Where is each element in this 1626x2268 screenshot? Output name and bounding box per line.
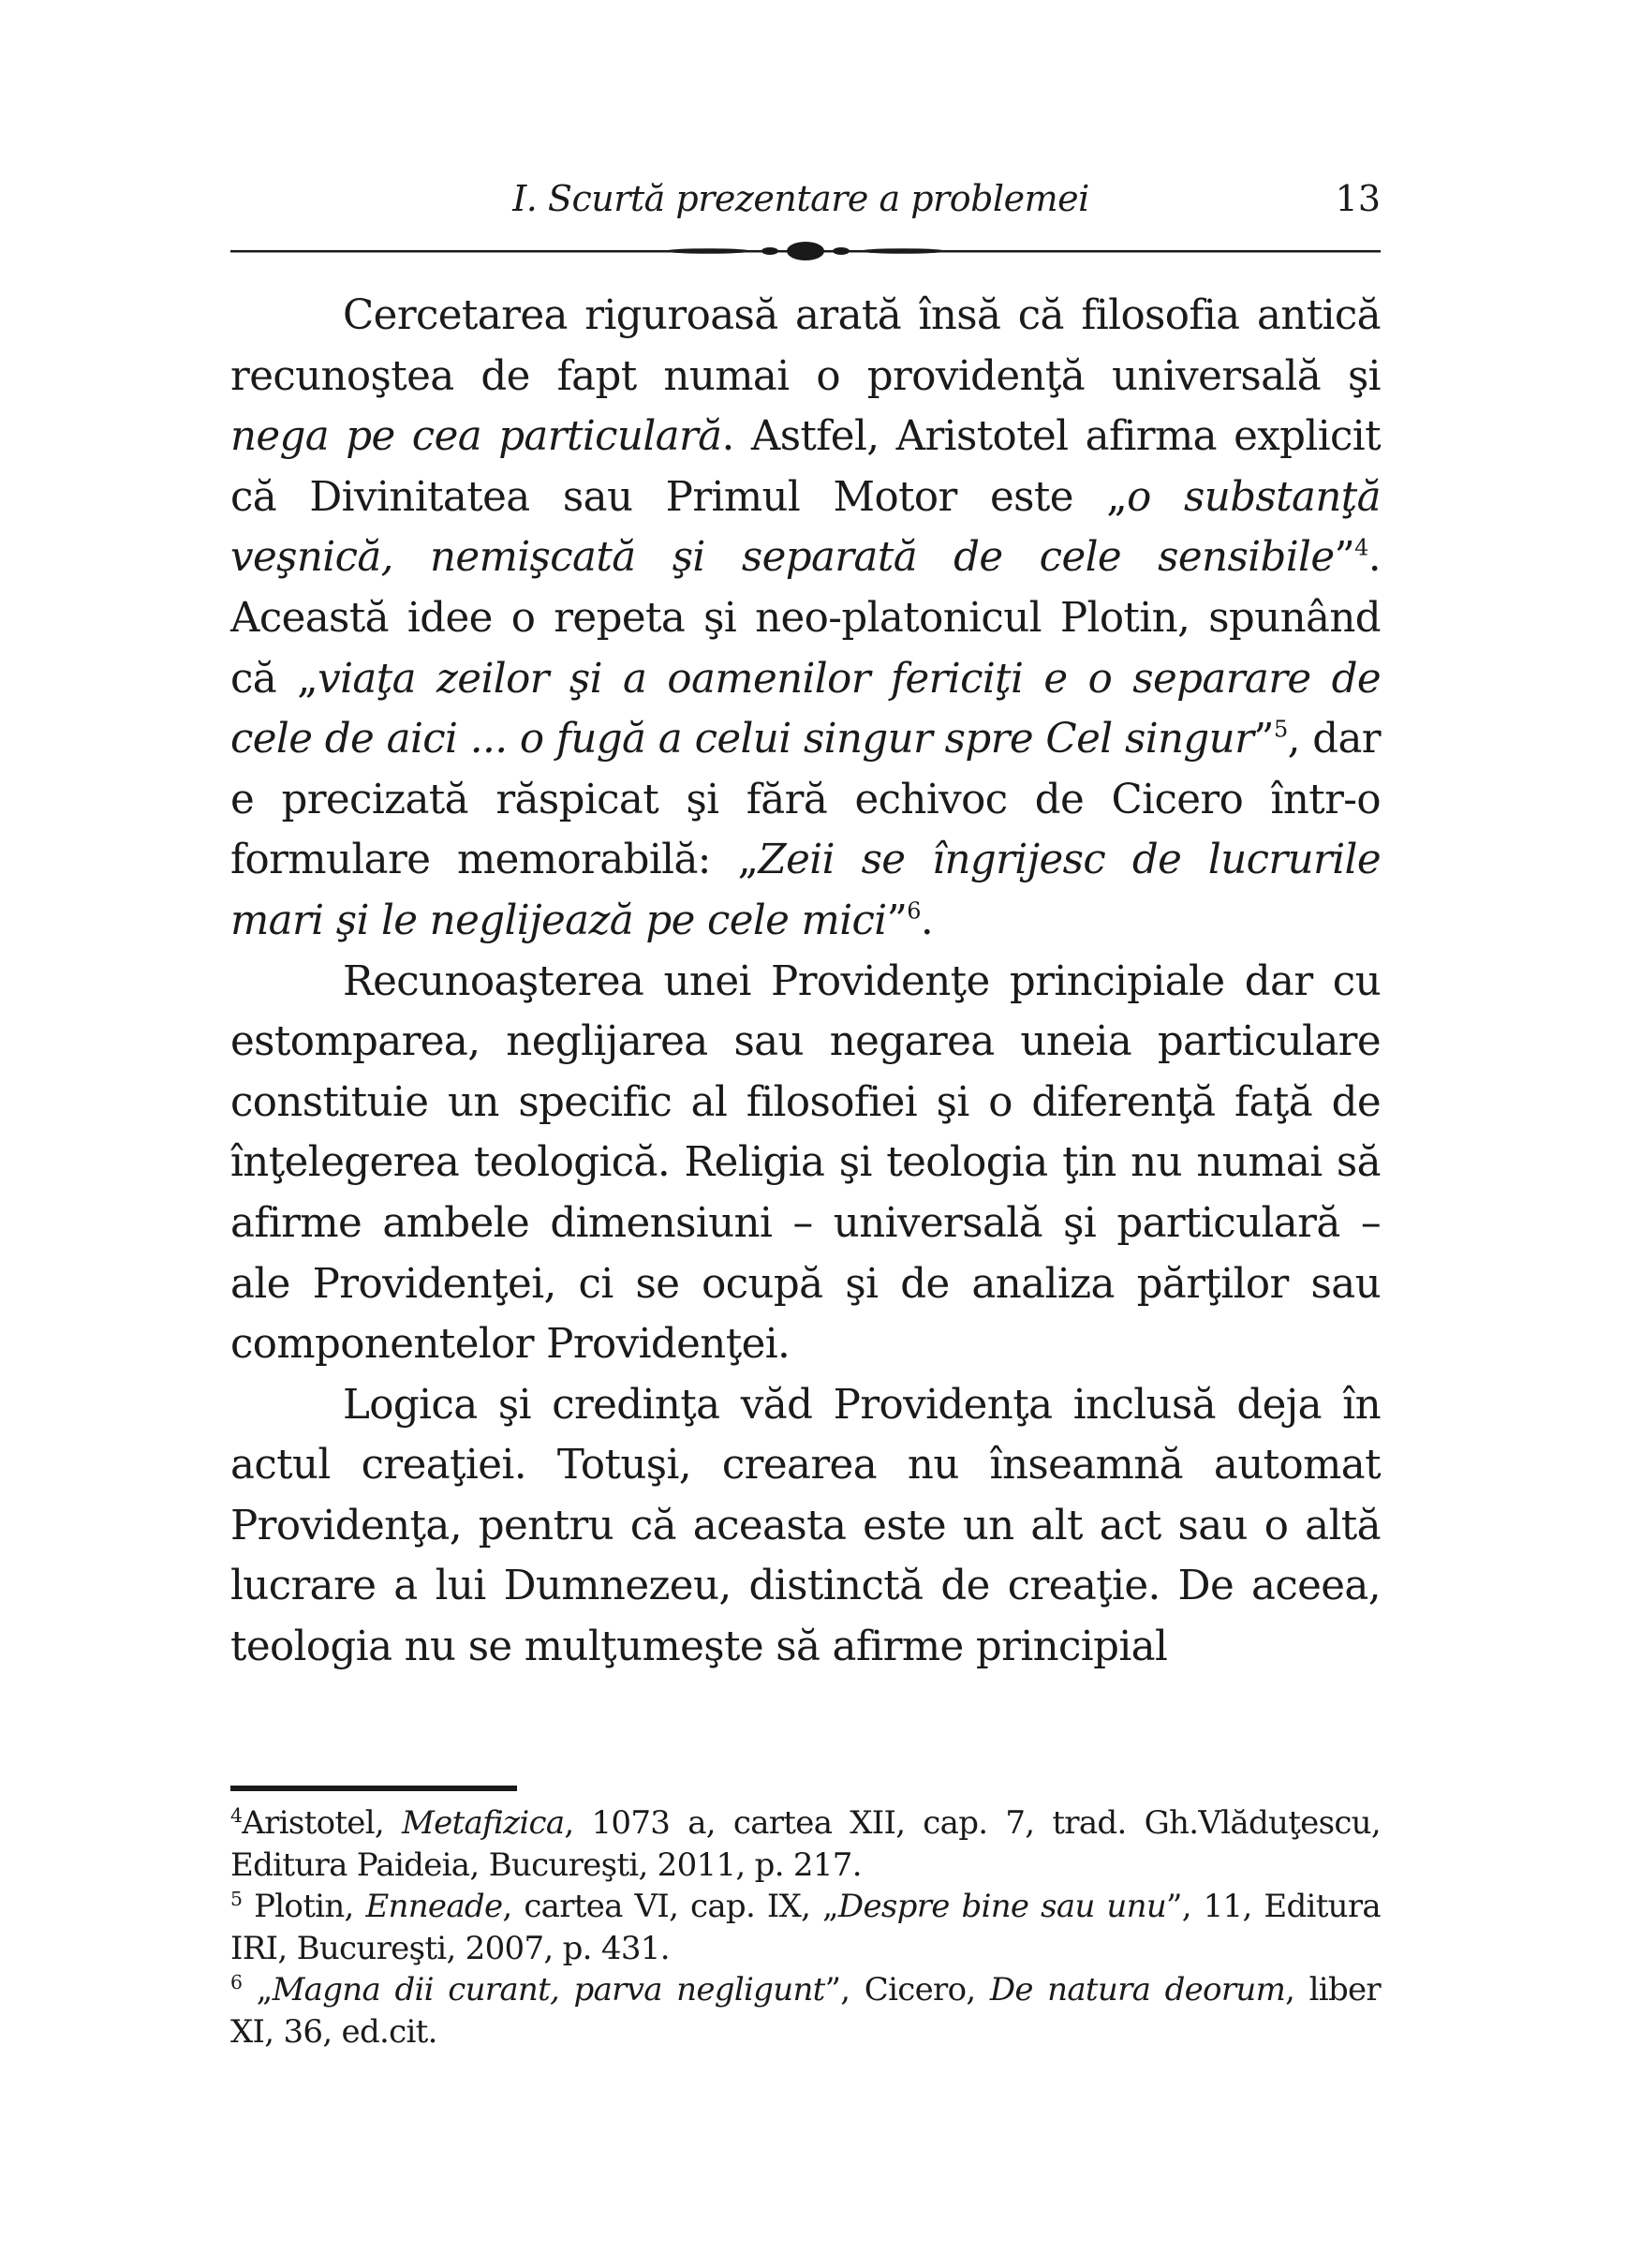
footnote	[230, 1886, 1381, 1969]
ornament-dot-left	[761, 247, 778, 255]
italic-text: Metafizica	[401, 1804, 565, 1842]
page-number: 13	[1335, 178, 1381, 219]
paragraph	[230, 286, 1381, 952]
text-run: ”	[1334, 534, 1355, 582]
text-run: , dar e precizată răspicat şi fără echivoc de Cicero într-o formulare memorabilă: „	[230, 716, 1381, 884]
body-text	[230, 286, 1381, 1678]
italic-text: Magna dii curant, parva negligunt	[272, 1971, 825, 2009]
paragraph	[230, 952, 1381, 1375]
text-run: , liber XI, 36, ed.cit.	[230, 1971, 1381, 2051]
italic-text: Enneade	[365, 1888, 503, 1925]
text-run: Cercetarea riguroasă arată însă că filosofia antică recunoştea de fapt numai o providenţă universală şi	[230, 292, 1381, 400]
text-run: . Astfel, Aristotel afirma explicit că Divinitatea sau Primul Motor este „	[230, 413, 1381, 521]
text-run: Logica şi credinţa văd Providenţa inclusă deja în actul creaţiei. Totuşi, crearea nu înseamnă automat Providenţa, pentru că aceasta este un alt act sau o altă lucrare a lui Dumnezeu, distinctă de creaţie. De aceea, teologia nu se mulţumeşte să afirme principial	[230, 1381, 1381, 1671]
italic-text: o substanţă veşnică, nemişcată şi separată de cele sensibile	[230, 473, 1382, 582]
paragraph	[230, 1375, 1381, 1678]
text-run: .	[920, 897, 934, 944]
footnote-marker[interactable]: 4	[230, 1803, 243, 1827]
footnote-marker[interactable]: 5	[230, 1887, 243, 1910]
footnote-marker[interactable]: 6	[907, 897, 921, 925]
text-run: , 1073 a, cartea XII, cap. 7, trad. Gh.Vlăduţescu, Editura Paideia, Bucureşti, 2011, p. 217.	[230, 1804, 1381, 1884]
running-title: I. Scurtă prezentare a problemei	[512, 178, 1089, 219]
italic-text: viaţa zeilor şi a oamenilor fericiţi e o separare de cele de aici ... o fugă a celui singur spre Cel singur	[230, 655, 1382, 763]
text-run: ”	[886, 897, 908, 944]
text-run: . Această idee o repeta şi neo-platonicul Plotin, spunând că „	[230, 534, 1381, 703]
ornament-bar-right	[861, 248, 945, 254]
text-run: Aristotel,	[242, 1804, 402, 1842]
text-run: , cartea VI, cap. IX, „	[502, 1888, 838, 1925]
footnote-marker[interactable]: 4	[1354, 534, 1368, 561]
running-head	[230, 178, 1381, 234]
italic-text: Despre bine sau unu	[837, 1888, 1167, 1925]
italic-text: Zeii se îngrijesc de lucrurile mari şi le neglijează pe cele mici	[230, 837, 1381, 944]
text-run: Recunoaşterea unei Providenţe principiale dar cu estomparea, neglijarea sau negarea uneia particulare constituie un specific al filosofiei şi o diferenţă faţă de înţelegerea teologică. Religia şi teologia ţin nu numai să afirme ambele dimensiuni – universală şi particulară – ale Providenţei, ci se ocupă şi de analiza părţilor sau componentelor Providenţei.	[230, 957, 1381, 1369]
italic-text: nega pe cea particulară	[230, 413, 722, 461]
footnote	[230, 1802, 1381, 1886]
footnote	[230, 1969, 1381, 2053]
footnotes	[230, 1802, 1381, 2053]
text-run: ”, Cicero,	[824, 1971, 990, 2009]
italic-text: De natura deorum	[989, 1971, 1286, 2009]
fleuron-divider-icon	[230, 242, 1381, 260]
text-run: ”, 11, Editura IRI, Bucureşti, 2007, p. 431.	[230, 1888, 1381, 1967]
footnote-rule	[230, 1786, 517, 1791]
ornament-bar-left	[666, 248, 750, 254]
text-run: „	[242, 1971, 273, 2009]
text-run: Plotin,	[242, 1888, 366, 1925]
ornament-dot-right	[833, 247, 850, 255]
text-run: ”	[1253, 716, 1274, 763]
footnote-marker[interactable]: 5	[1273, 716, 1288, 743]
footnote-marker[interactable]: 6	[230, 1970, 243, 1994]
ornament-center-dot	[787, 242, 824, 260]
